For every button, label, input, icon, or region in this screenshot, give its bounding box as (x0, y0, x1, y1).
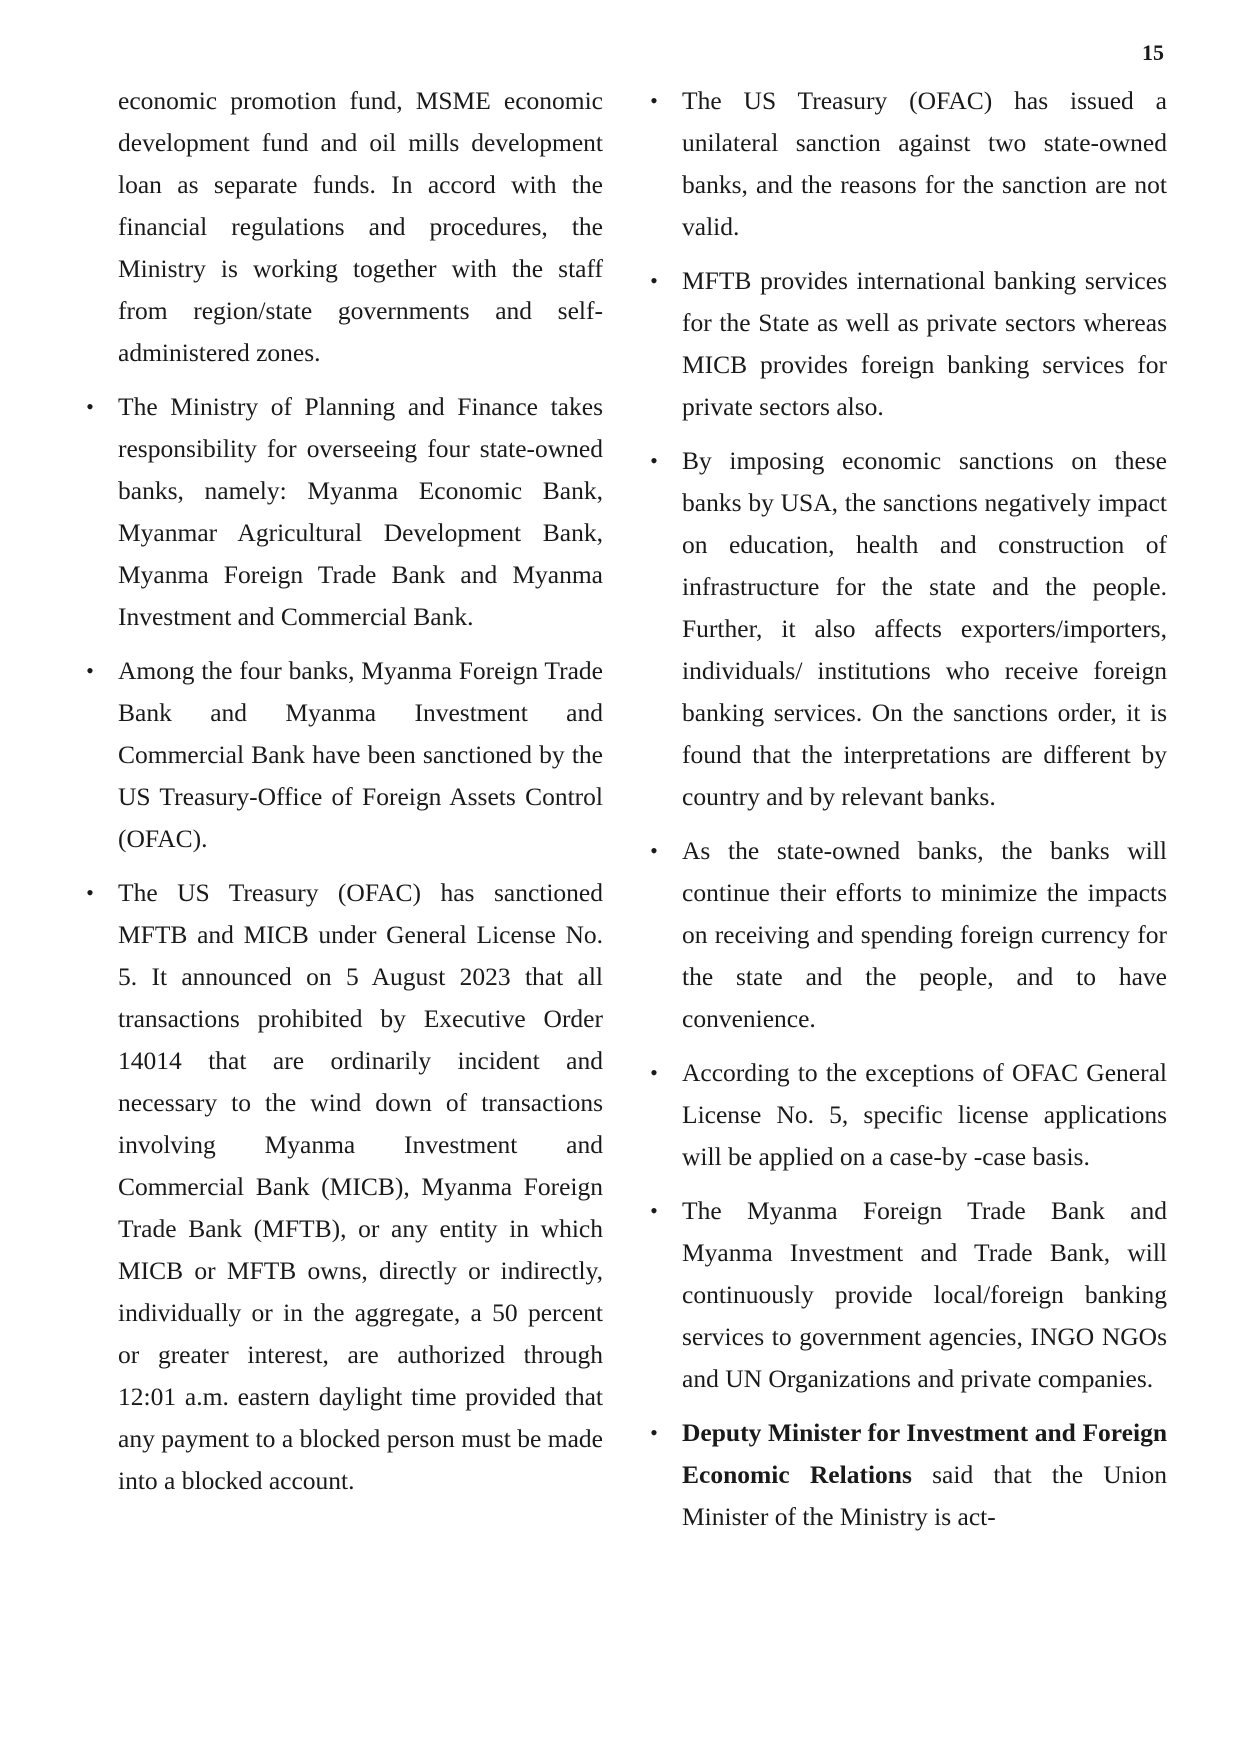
left-column (86, 80, 603, 1514)
list-item-text: MFTB provides international banking services for the State as well as private sectors whereas MICB provides foreign banking services for private sectors also. (682, 266, 1167, 421)
page-number: 15 (1142, 40, 1164, 65)
list-item-text: The US Treasury (OFAC) has issued a unilateral sanction against two state-owned banks, and the reasons for the sanction are not valid. (682, 86, 1167, 241)
list-item (86, 872, 603, 1502)
continuation-paragraph: economic promotion fund, MSME economic development fund and oil mills development loan as separate funds. In accord with the financial regulations and procedures, the Ministry is working together with the staff from region/state governments and self-administered zones. (118, 86, 603, 367)
list-item (650, 440, 1167, 818)
list-item (86, 386, 603, 638)
list-item-text: Among the four banks, Myanma Foreign Trade Bank and Myanma Investment and Commercial Bank have been sanctioned by the US Treasury-Office of Foreign Assets Control (OFAC). (118, 656, 603, 853)
bullet-icon: • (650, 838, 658, 863)
list-item-text: As the state-owned banks, the banks will continue their efforts to minimize the impacts on receiving and spending foreign currency for the state and the people, and to have convenience. (682, 836, 1167, 1033)
list-item (650, 1052, 1167, 1178)
right-column (650, 80, 1168, 1550)
list-item-text: The US Treasury (OFAC) has sanctioned MFTB and MICB under General License No. 5. It announced on 5 August 2023 that all transactions prohibited by Executive Order 14014 that are ordinarily incident and necessary to the wind down of transactions involving Myanma Investment and Commercial Bank (MICB), Myanma Foreign Trade Bank (MFTB), or any entity in which MICB or MFTB owns, directly or indirectly, individually or in the aggregate, a 50 percent or greater interest, are authorized through 12:01 a.m. eastern daylight time provided that any payment to a blocked person must be made into a blocked account. (118, 878, 603, 1495)
bullet-icon: • (86, 658, 94, 683)
list-item-text: According to the exceptions of OFAC General License No. 5, specific license applications will be applied on a case-by -case basis. (682, 1058, 1167, 1171)
bullet-icon: • (86, 394, 94, 419)
bullet-icon: • (86, 880, 94, 905)
list-item (650, 1190, 1167, 1400)
bullet-icon: • (650, 88, 658, 113)
list-item (650, 260, 1167, 428)
list-item-text: The Myanma Foreign Trade Bank and Myanma Investment and Trade Bank, will continuously provide local/foreign banking services to government agencies, INGO NGOs and UN Organizations and private companies. (682, 1196, 1167, 1393)
bullet-icon: • (650, 1420, 658, 1445)
bullet-icon: • (650, 1198, 658, 1223)
list-item (650, 830, 1167, 1040)
bullet-icon: • (650, 448, 658, 473)
list-item-text: The Ministry of Planning and Finance takes responsibility for overseeing four state-owned banks, namely: Myanma Economic Bank, Myanmar Agricultural Development Bank, Myanma Foreign Trade Bank and Myanma Investment and Commercial Bank. (118, 392, 603, 631)
bullet-icon: • (650, 1060, 658, 1085)
list-item-text: By imposing economic sanctions on these banks by USA, the sanctions negatively impact on education, health and construction of infrastructure for the state and the people. Further, it also affects exporters/importers, individuals/ institutions who receive foreign banking services. On the sanctions order, it is found that the interpretations are different by country and by relevant banks. (682, 446, 1167, 811)
bullet-icon: • (650, 268, 658, 293)
list-item-text: said that the Union Minister of the Ministry is act- (682, 1460, 1168, 1531)
speaker-title: Deputy Minister for Investment and Foreign Economic Relations (682, 1418, 1167, 1489)
list-item (86, 650, 603, 860)
list-item (650, 80, 1167, 248)
list-item (650, 1412, 1168, 1538)
